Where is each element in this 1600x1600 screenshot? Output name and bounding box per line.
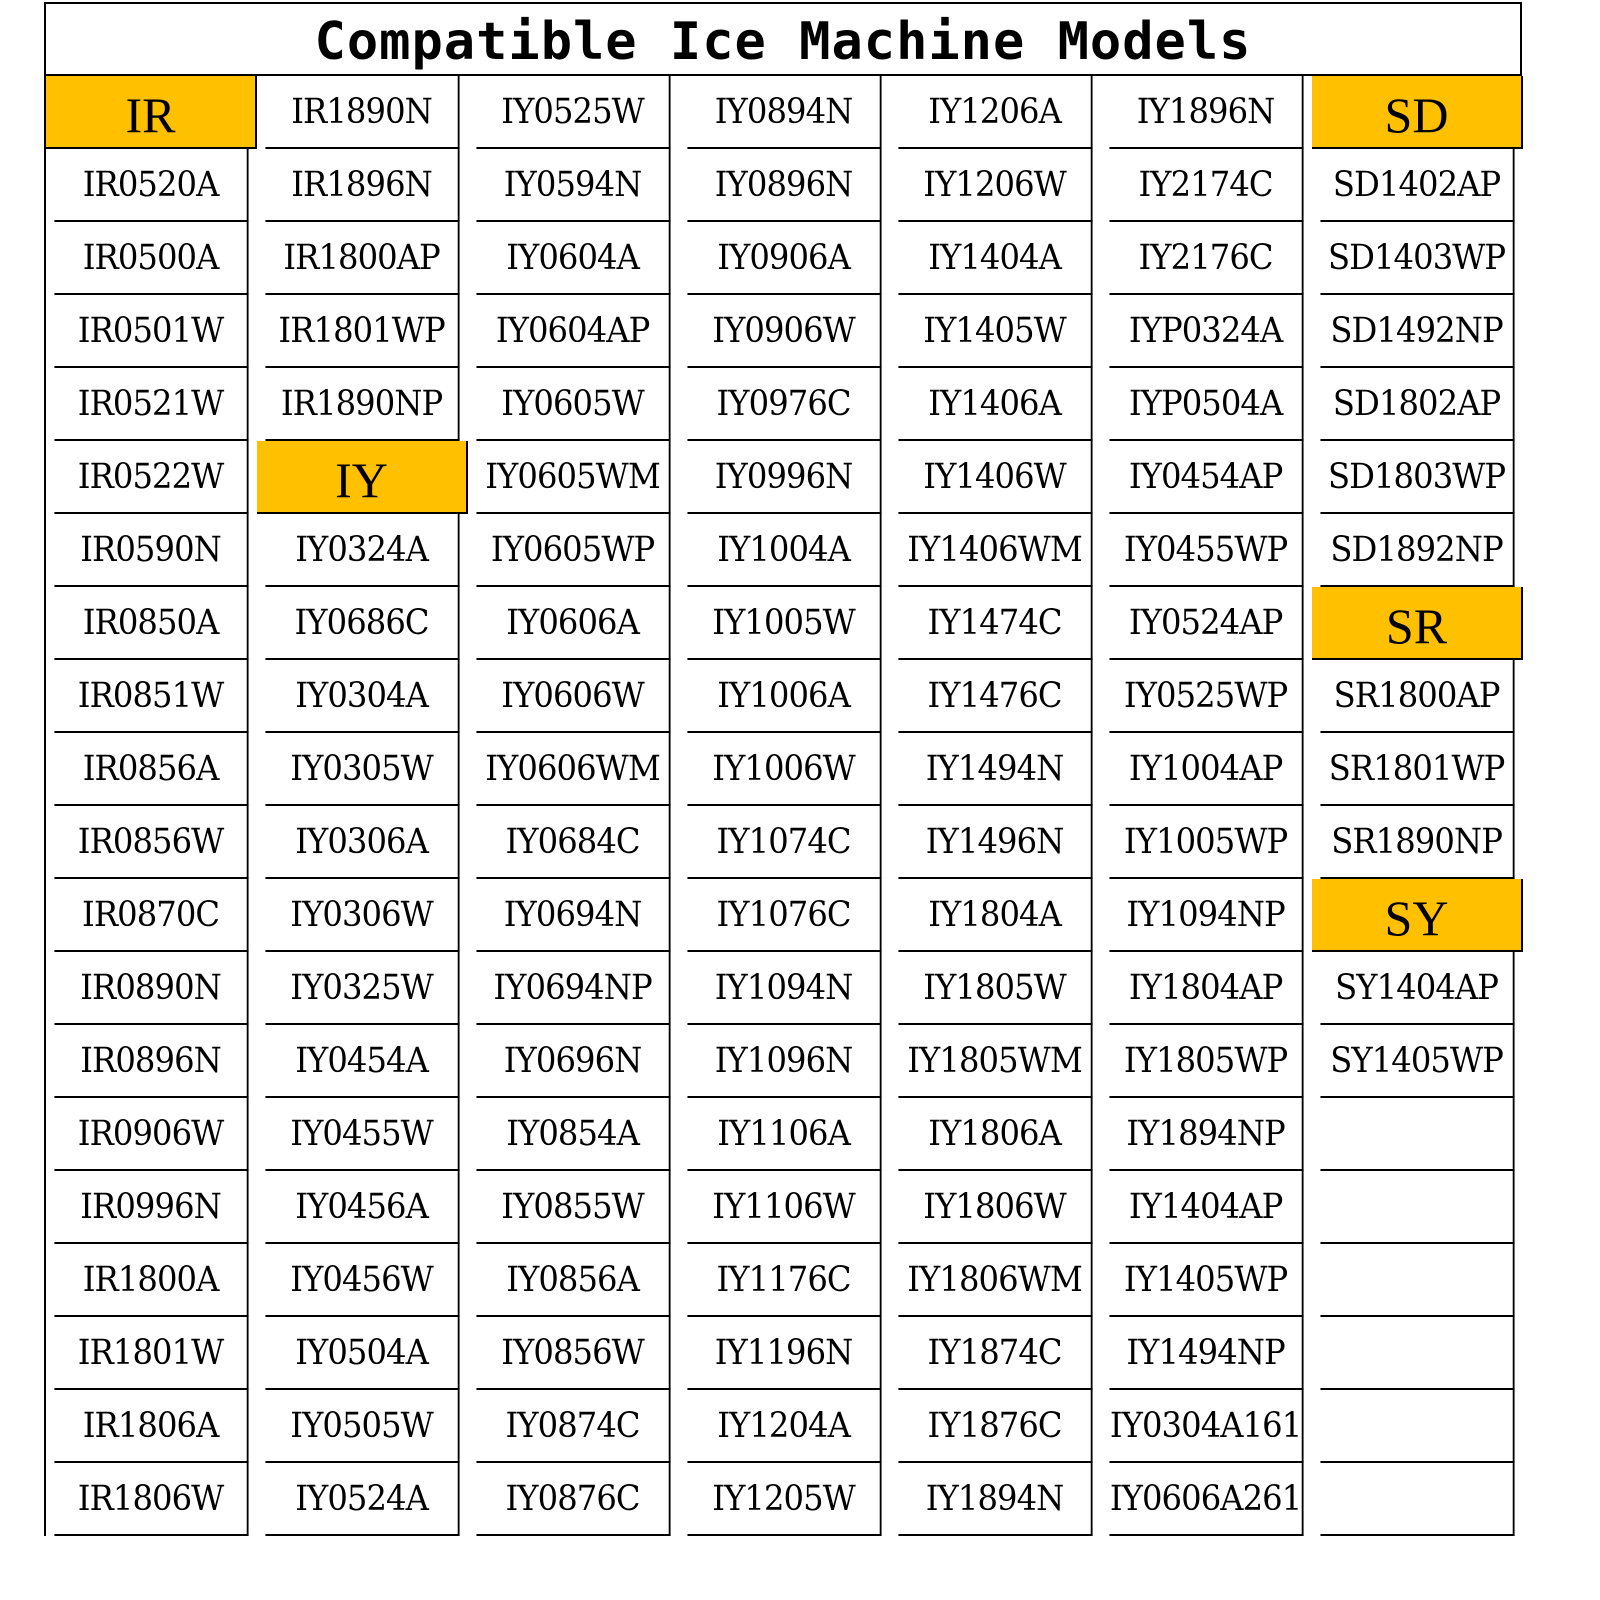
model-cell: IY1004A [687, 514, 881, 587]
model-cell: IY0454AP [1109, 441, 1303, 514]
model-cell: IY1206A [898, 76, 1092, 149]
model-cell: IR0856W [54, 806, 248, 879]
model-cell: IY0456W [265, 1244, 459, 1317]
model-cell: IY0604AP [476, 295, 670, 368]
model-cell: IY1094NP [1109, 879, 1303, 952]
model-cell: IY0305W [265, 733, 459, 806]
model-cell: IY0525WP [1109, 660, 1303, 733]
model-cell: IY0684C [476, 806, 670, 879]
model-cell: SY1405WP [1320, 1025, 1514, 1098]
model-grid [46, 76, 1523, 1536]
model-cell: IY0894N [687, 76, 881, 149]
model-cell: IY0606A [476, 587, 670, 660]
model-cell: IY0855W [476, 1171, 670, 1244]
model-cell: IY1005WP [1109, 806, 1303, 879]
model-cell: IY0906W [687, 295, 881, 368]
model-cell: IR0590N [54, 514, 248, 587]
model-cell: IR1800A [54, 1244, 248, 1317]
series-header-cell: SD [1312, 76, 1523, 149]
series-header-cell: SY [1312, 879, 1523, 952]
series-header-cell: SR [1312, 587, 1523, 660]
model-cell: SD1403WP [1320, 222, 1514, 295]
model-cell: IR0890N [54, 952, 248, 1025]
model-cell: IYP0504A [1109, 368, 1303, 441]
model-cell: IR0856A [54, 733, 248, 806]
model-cell: IY0456A [265, 1171, 459, 1244]
model-cell: IY1894N [898, 1463, 1092, 1536]
model-cell: IY1004AP [1109, 733, 1303, 806]
model-cell: SD1892NP [1320, 514, 1514, 587]
model-cell: IY0525W [476, 76, 670, 149]
model-cell: IY0854A [476, 1098, 670, 1171]
model-cell: IY1206W [898, 149, 1092, 222]
model-cell: SD1492NP [1320, 295, 1514, 368]
model-cell: SY1404AP [1320, 952, 1514, 1025]
model-cell: IR0850A [54, 587, 248, 660]
model-cell: IY1196N [687, 1317, 881, 1390]
model-cell: IR0500A [54, 222, 248, 295]
model-cell: IY1806A [898, 1098, 1092, 1171]
model-cell: IY1006A [687, 660, 881, 733]
empty-cell [1320, 1171, 1514, 1244]
model-cell: IY1804AP [1109, 952, 1303, 1025]
model-cell: IR1890N [265, 76, 459, 149]
model-cell: IY1074C [687, 806, 881, 879]
model-cell: IY0504A [265, 1317, 459, 1390]
model-cell: IY1076C [687, 879, 881, 952]
model-cell: IY1805WM [898, 1025, 1092, 1098]
model-cell: IY1205W [687, 1463, 881, 1536]
model-cell: IY0996N [687, 441, 881, 514]
model-cell: IR0521W [54, 368, 248, 441]
model-cell: IY0606W [476, 660, 670, 733]
model-cell: IY1405W [898, 295, 1092, 368]
model-cell: SD1802AP [1320, 368, 1514, 441]
model-cell: IY0324A [265, 514, 459, 587]
model-cell: IY1494NP [1109, 1317, 1303, 1390]
model-cell: IY1496N [898, 806, 1092, 879]
model-cell: IY0304A [265, 660, 459, 733]
model-cell: IY1406A [898, 368, 1092, 441]
model-cell: IY1106W [687, 1171, 881, 1244]
model-cell: IY1874C [898, 1317, 1092, 1390]
model-cell: IY1806W [898, 1171, 1092, 1244]
model-cell: IY0906A [687, 222, 881, 295]
model-cell: IY0876C [476, 1463, 670, 1536]
empty-cell [1320, 1390, 1514, 1463]
model-cell: SR1890NP [1320, 806, 1514, 879]
model-cell: IY0856W [476, 1317, 670, 1390]
model-cell: IY1006W [687, 733, 881, 806]
model-cell: IR1890NP [265, 368, 459, 441]
empty-cell [1320, 1463, 1514, 1536]
model-cell: IY0306A [265, 806, 459, 879]
model-cell: IY1804A [898, 879, 1092, 952]
series-header-cell: IY [257, 441, 468, 514]
series-header-cell: IR [46, 76, 257, 149]
model-cell: IY0605WP [476, 514, 670, 587]
model-cell: IY0874C [476, 1390, 670, 1463]
model-cell: IR1896N [265, 149, 459, 222]
model-cell: IY1805WP [1109, 1025, 1303, 1098]
model-cell: IY0524AP [1109, 587, 1303, 660]
model-cell: IR0851W [54, 660, 248, 733]
model-cell: IY1404A [898, 222, 1092, 295]
model-cell: IYP0324A [1109, 295, 1303, 368]
compatibility-table [44, 2, 1522, 1536]
model-cell: IR1801W [54, 1317, 248, 1390]
model-cell: IR0870C [54, 879, 248, 952]
model-cell: IR0522W [54, 441, 248, 514]
model-cell: IY1806WM [898, 1244, 1092, 1317]
model-cell: IY0325W [265, 952, 459, 1025]
model-cell: IY0594N [476, 149, 670, 222]
model-cell: IY0604A [476, 222, 670, 295]
model-cell: IY1204A [687, 1390, 881, 1463]
model-cell: SD1402AP [1320, 149, 1514, 222]
model-cell: IR1801WP [265, 295, 459, 368]
table-title: Compatible Ice Machine Models [46, 4, 1522, 76]
model-cell: SR1800AP [1320, 660, 1514, 733]
model-cell: IY0605WM [476, 441, 670, 514]
model-cell: SD1803WP [1320, 441, 1514, 514]
model-cell: IR1800AP [265, 222, 459, 295]
model-cell: IY1094N [687, 952, 881, 1025]
model-cell: IY0976C [687, 368, 881, 441]
model-cell: IY1805W [898, 952, 1092, 1025]
model-cell: IR0996N [54, 1171, 248, 1244]
model-cell: IY1896N [1109, 76, 1303, 149]
model-cell: IY1176C [687, 1244, 881, 1317]
model-cell: IY2176C [1109, 222, 1303, 295]
model-cell: IR1806A [54, 1390, 248, 1463]
model-cell: IY0304A161 [1109, 1390, 1303, 1463]
model-cell: IY1876C [898, 1390, 1092, 1463]
model-cell: IR0501W [54, 295, 248, 368]
model-cell: IY0686C [265, 587, 459, 660]
model-cell: IY1406W [898, 441, 1092, 514]
model-cell: IY0606A261 [1109, 1463, 1303, 1536]
model-cell: IR0896N [54, 1025, 248, 1098]
model-cell: IY1005W [687, 587, 881, 660]
model-cell: IY0505W [265, 1390, 459, 1463]
model-cell: IY2174C [1109, 149, 1303, 222]
model-cell: IY0524A [265, 1463, 459, 1536]
model-cell: SR1801WP [1320, 733, 1514, 806]
model-cell: IY0606WM [476, 733, 670, 806]
model-cell: IY0694N [476, 879, 670, 952]
model-cell: IY0696N [476, 1025, 670, 1098]
model-cell: IY1096N [687, 1025, 881, 1098]
empty-cell [1320, 1317, 1514, 1390]
model-cell: IY0455WP [1109, 514, 1303, 587]
model-cell: IY0306W [265, 879, 459, 952]
model-cell: IY0856A [476, 1244, 670, 1317]
model-cell: IY1406WM [898, 514, 1092, 587]
model-cell: IY0605W [476, 368, 670, 441]
model-cell: IR0520A [54, 149, 248, 222]
model-cell: IY0455W [265, 1098, 459, 1171]
model-cell: IY1405WP [1109, 1244, 1303, 1317]
model-cell: IY0454A [265, 1025, 459, 1098]
empty-cell [1320, 1098, 1514, 1171]
model-cell: IY1474C [898, 587, 1092, 660]
empty-cell [1320, 1244, 1514, 1317]
model-cell: IR0906W [54, 1098, 248, 1171]
model-cell: IY1476C [898, 660, 1092, 733]
model-cell: IY0896N [687, 149, 881, 222]
model-cell: IY1894NP [1109, 1098, 1303, 1171]
model-cell: IY0694NP [476, 952, 670, 1025]
model-cell: IY1404AP [1109, 1171, 1303, 1244]
model-cell: IR1806W [54, 1463, 248, 1536]
model-cell: IY1494N [898, 733, 1092, 806]
model-cell: IY1106A [687, 1098, 881, 1171]
